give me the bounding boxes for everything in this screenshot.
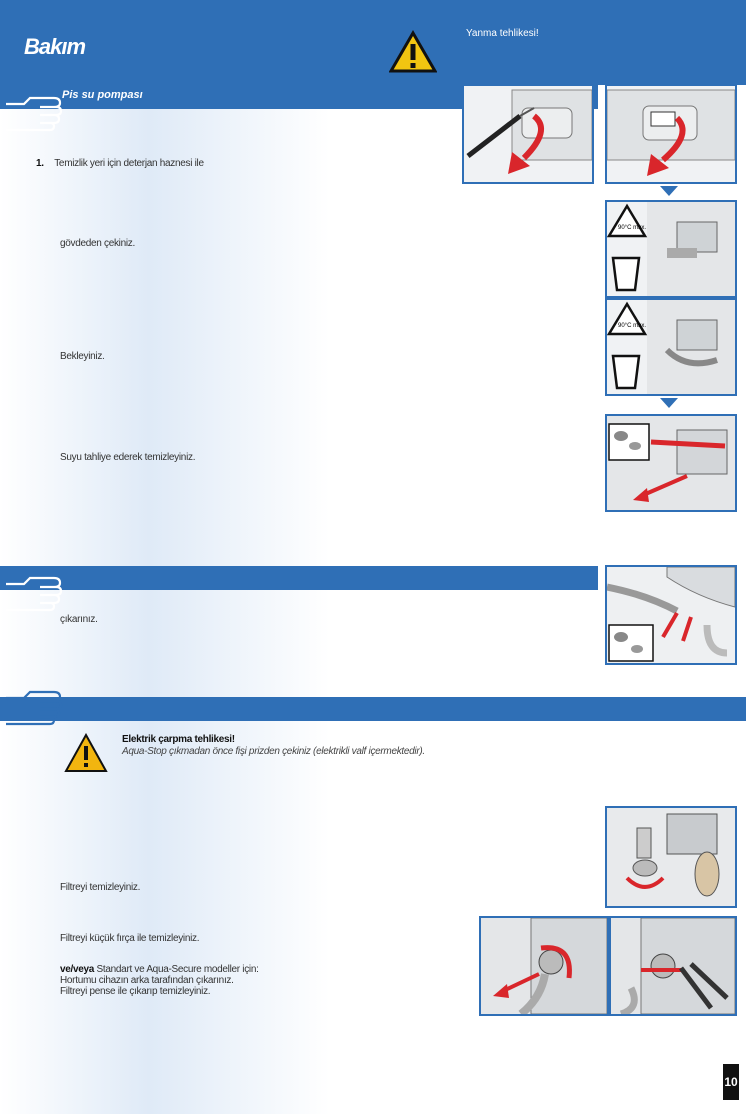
arrow-down-icon: [660, 186, 678, 196]
section-title: Pis su pompası: [62, 89, 143, 101]
photo-pump-cleaning: [605, 414, 737, 512]
instruction-line: gövdeden çekiniz.: [60, 238, 135, 249]
warning-triangle-icon: [64, 733, 108, 773]
header-warning-text: Yanma tehlikesi!: [466, 28, 539, 39]
step-text: Temizlik yeri için deterjan haznesi ile: [54, 158, 204, 169]
section-bar-3: [0, 697, 746, 721]
instruction-line: Suyu tahliye ederek temizleyiniz.: [60, 452, 196, 463]
instruction-line: çıkarınız.: [60, 614, 98, 625]
photo-tap-hose: [605, 806, 737, 908]
pointing-hand-icon: [4, 570, 64, 614]
instruction-line: Filtreyi temizleyiniz.: [60, 882, 141, 893]
arrow-down-icon: [660, 398, 678, 408]
photo-drain-hot-water: [605, 200, 737, 298]
instruction-line: Filtreyi pense ile çıkarıp temizleyiniz.: [60, 986, 211, 997]
page-number: 10: [723, 1064, 739, 1100]
step-1-line: [36, 158, 204, 169]
page-header: [0, 0, 746, 85]
photo-screwdriver-cover: [462, 84, 594, 184]
alert-title: Elektrik çarpma tehlikesi!: [122, 734, 235, 745]
section-bar-2: [0, 566, 598, 590]
emphasis-label: ve/veya: [60, 964, 95, 975]
photo-rear-hose: [479, 916, 609, 1016]
alert-text: Aqua-Stop çıkmadan önce fişi prizden çekiniz (elektrikli valf içermektedir).: [122, 746, 425, 757]
max-temp-label: 90°C max.: [618, 323, 647, 329]
page-title: Bakım: [24, 34, 86, 59]
photo-drain-hose: [605, 565, 737, 665]
instruction-line: Filtreyi küçük fırça ile temizleyiniz.: [60, 933, 200, 944]
photo-filter-pliers: [609, 916, 737, 1016]
pointing-hand-icon: [4, 684, 64, 728]
photo-cover-removed: [605, 84, 737, 184]
step-number: 1.: [36, 158, 44, 169]
instruction-line: Hortumu cihazın arka tarafından çıkarınız.: [60, 975, 234, 986]
instruction-text: Standart ve Aqua-Secure modeller için:: [96, 964, 259, 975]
instruction-line: Bekleyiniz.: [60, 351, 105, 362]
photo-drain-waiting: [605, 298, 737, 396]
pointing-hand-icon: [4, 90, 64, 134]
warning-triangle-icon: [389, 30, 437, 74]
max-temp-label: 90°C max.: [618, 225, 647, 231]
instruction-line: [60, 964, 259, 975]
